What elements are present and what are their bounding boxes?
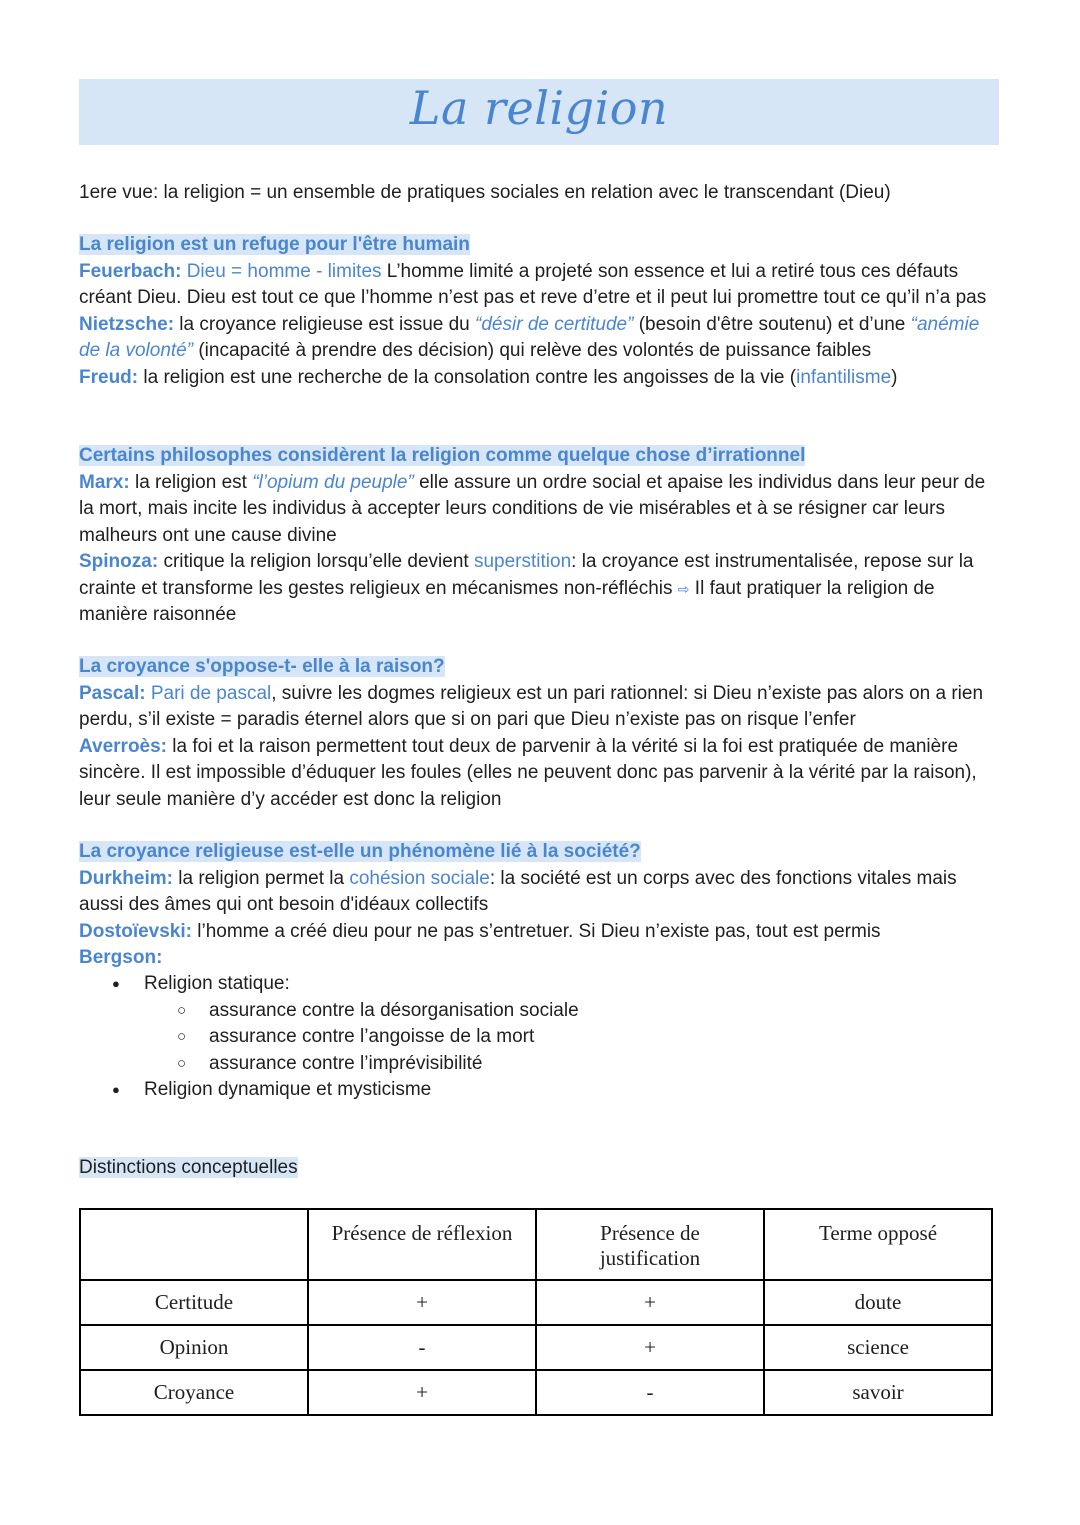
marx-text-1: la religion est [129,471,253,493]
author-durkheim: Durkheim: [79,867,173,889]
section-irrationnel [79,443,1004,629]
freud-text-1: la religion est une recherche de la consolation contre les angoisses de la vie ( [138,366,797,388]
author-dostoievski: Dostoïevski: [79,920,192,942]
author-nietzsche: Nietzsche: [79,313,175,335]
section-heading-irrationnel: Certains philosophes considèrent la religion comme quelque chose d’irrationnel [79,445,806,466]
spinoza-text-2: : la croyance est instrumentalisée, repose sur la crainte et transforme les gestes religieux en mécanismes non-réfléchis [79,551,974,599]
pascal-text: , suivre les dogmes religieux est un pari rationnel: si Dieu n’existe pas alors on a rien perdu, s’il existe = paradis éternel alors que si on pari que Dieu n’existe pas on risque l’enfer [79,682,984,730]
averroes-text: la foi et la raison permettent tout deux de parvenir à la vérité si la foi est pratiquée de manière sincère. Il est impossible d’éduquer les foules (elles ne peuvent donc pas parvenir à la vérité par la raison), leur seule manière d’y accéder est donc la religion [79,735,977,810]
durkheim-key: cohésion sociale [349,867,490,889]
table-cell: - [308,1325,536,1370]
table-header-cell: Présence de réflexion [308,1209,536,1280]
table-cell: savoir [764,1370,992,1415]
freud-key: infantilisme [796,366,892,388]
author-pascal: Pascal: [79,682,146,704]
arrow-right-icon: ⇨ [677,580,690,597]
bergson-list [79,971,999,1104]
marx-quote: “l’opium du peuple” [252,471,414,493]
section-refuge [79,232,1004,391]
dostoievski-text: l’homme a créé dieu pour ne pas s’entretuer. Si Dieu n’existe pas, tout est permis [191,920,881,942]
intro-text: 1ere vue: la religion = un ensemble de pratiques sociales en relation avec le transcendant (Dieu) [79,182,891,203]
section-heading-societe: La croyance religieuse est-elle un phénomène lié à la société? [79,841,641,862]
author-freud: Freud: [79,366,139,388]
table-cell: + [308,1280,536,1325]
title-banner [79,79,999,145]
table-header-cell: Présence de justification [536,1209,764,1280]
list-item: ○ assurance contre l’imprévisibilité [79,1051,999,1078]
list-item: ● Religion dynamique et mysticisme [79,1077,999,1104]
marx-text-2: elle assure un ordre social et apaise les individus dans leur peur de la mort, mais incite les individus à accepter leurs conditions de vie misérables et à se résigner car leurs malheurs ont une cause divine [79,471,986,546]
list-item: ○ assurance contre l’angoisse de la mort [79,1024,999,1051]
table-cell: Certitude [80,1280,308,1325]
spinoza-text-3: Il faut pratiquer la religion de manière raisonnée [79,577,935,625]
feuerbach-key: Dieu = homme - limites [186,260,382,282]
author-feuerbach: Feuerbach: [79,260,182,282]
spinoza-key: superstition [473,551,572,572]
nietzsche-quote-2: “anémie de la volonté” [79,313,980,361]
author-spinoza: Spinoza: [79,551,159,572]
table-cell: - [536,1370,764,1415]
table-cell: doute [764,1280,992,1325]
nietzsche-text-1: la croyance religieuse est issue du [174,313,476,335]
section-heading-raison: La croyance s'oppose-t- elle à la raison? [79,656,445,677]
table-row [80,1325,992,1370]
list-item: ○ assurance contre la désorganisation sociale [79,998,999,1025]
table-header-cell: Terme opposé [764,1209,992,1280]
section-societe [79,839,1004,972]
section-heading-refuge: La religion est un refuge pour l'être humain [79,234,470,255]
table-cell: + [536,1325,764,1370]
table-header-cell [80,1209,308,1280]
author-averroes: Averroès: [79,735,168,757]
section-raison [79,654,1004,813]
table-header-row [80,1209,992,1280]
table-cell: + [308,1370,536,1415]
table-cell: + [536,1280,764,1325]
pascal-key: Pari de pascal [145,682,272,704]
table-row [80,1370,992,1415]
spinoza-text-1: critique la religion lorsqu’elle devient [158,551,474,572]
nietzsche-text-3: (incapacité à prendre des décision) qui relève des volontés de puissance faibles [193,340,872,361]
distinctions-heading-block [79,1155,1004,1182]
feuerbach-text: L’homme limité a projeté son essence et lui a retiré tous ces défauts créant Dieu. Dieu est tout ce que l’homme n’est pas et reve d’etre et il peut lui promettre tout ce qu’il n’a pas [79,260,987,308]
table-cell: Opinion [80,1325,308,1370]
table-cell: Croyance [80,1370,308,1415]
durkheim-text-2: : la société est un corps avec des fonctions vitales mais aussi des âmes qui ont besoin d'idéaux collectifs [79,867,957,915]
freud-text-2: ) [891,366,898,388]
author-bergson: Bergson: [79,947,163,968]
table-row [80,1280,992,1325]
durkheim-text-1: la religion permet la [172,867,350,889]
table-cell: science [764,1325,992,1370]
nietzsche-quote-1: “désir de certitude” [475,313,634,335]
page-title: La religion [409,81,669,135]
author-marx: Marx: [79,471,130,493]
distinctions-table [79,1208,993,1416]
distinctions-heading: Distinctions conceptuelles [79,1157,298,1178]
nietzsche-text-2: (besoin d'être soutenu) et d’une [633,313,911,335]
list-item: ● Religion statique: [79,971,999,998]
